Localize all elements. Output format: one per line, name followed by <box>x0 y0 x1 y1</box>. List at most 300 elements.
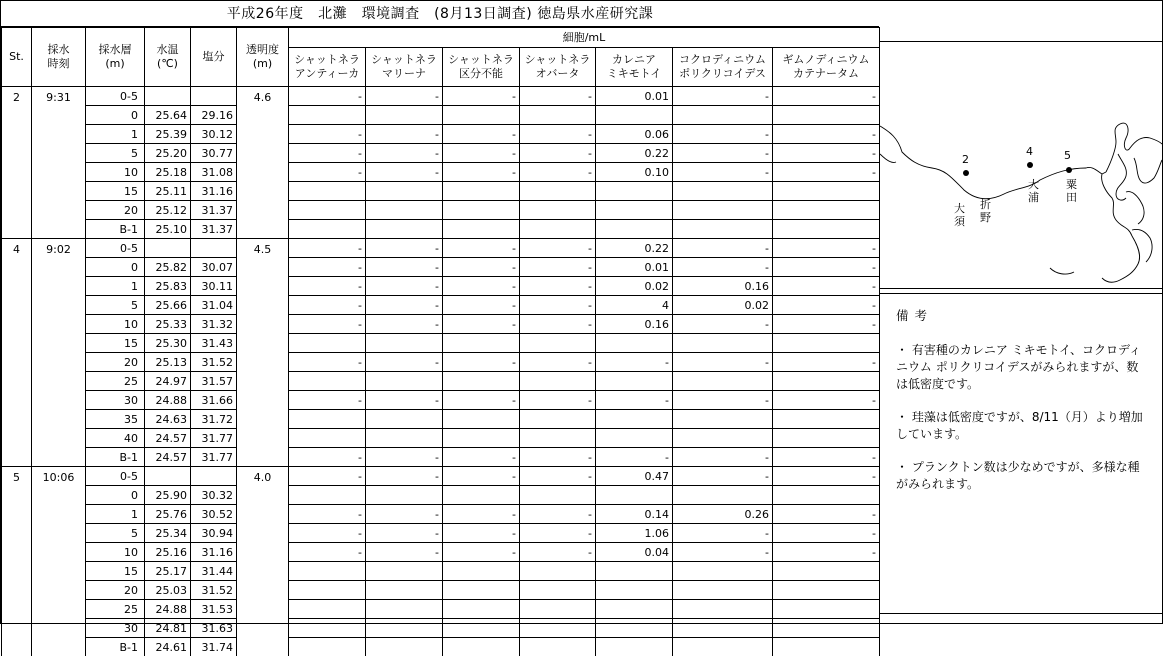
temperature-cell: 25.76 <box>145 505 191 524</box>
table-row <box>2 334 880 353</box>
table-row <box>2 125 880 144</box>
cell-density-value: 0.01 <box>596 258 673 277</box>
cell-density-value: - <box>443 277 520 296</box>
depth-cell: 35 <box>86 410 145 429</box>
depth-cell: 15 <box>86 182 145 201</box>
header-species: カレニア ミキモトイ <box>596 48 673 87</box>
station-4-marker <box>1027 162 1033 168</box>
remarks-panel <box>879 293 1163 614</box>
cell-density-value: - <box>520 448 596 467</box>
cell-density-value <box>289 562 366 581</box>
depth-cell: 0 <box>86 106 145 125</box>
cell-density-value <box>596 429 673 448</box>
station-number-cell: 5 <box>2 467 32 656</box>
table-row <box>2 372 880 391</box>
cell-density-value <box>773 201 880 220</box>
cell-density-value: - <box>773 163 880 182</box>
cell-density-value: - <box>443 448 520 467</box>
salinity-cell: 31.66 <box>191 391 237 410</box>
place-label-oura-1: 大 <box>1028 177 1039 191</box>
salinity-cell: 31.74 <box>191 638 237 656</box>
temperature-cell: 24.88 <box>145 600 191 619</box>
cell-density-value <box>673 220 773 239</box>
cell-density-value: 0.16 <box>596 315 673 334</box>
table-row <box>2 391 880 410</box>
header-species: シャットネラ オバータ <box>520 48 596 87</box>
cell-density-value <box>596 201 673 220</box>
cell-density-value <box>596 581 673 600</box>
place-label-osu-1: 大 <box>954 201 965 215</box>
cell-density-value <box>289 486 366 505</box>
station-2-marker <box>963 170 969 176</box>
depth-cell: 15 <box>86 562 145 581</box>
cell-density-value: - <box>673 353 773 372</box>
salinity-cell: 31.57 <box>191 372 237 391</box>
cell-density-value <box>673 619 773 638</box>
salinity-cell: 31.04 <box>191 296 237 315</box>
cell-density-value <box>443 619 520 638</box>
cell-density-value <box>596 220 673 239</box>
cell-density-value <box>773 562 880 581</box>
cell-density-value: - <box>520 543 596 562</box>
cell-density-value <box>520 429 596 448</box>
cell-density-value: - <box>289 448 366 467</box>
temperature-cell: 25.18 <box>145 163 191 182</box>
salinity-cell: 31.52 <box>191 581 237 600</box>
cell-density-value <box>366 619 443 638</box>
cell-density-value: - <box>366 87 443 106</box>
table-row <box>2 505 880 524</box>
cell-density-value <box>773 220 880 239</box>
header-water-temp: 水温 (℃) <box>145 28 191 87</box>
depth-cell: B-1 <box>86 448 145 467</box>
cell-density-value <box>366 372 443 391</box>
header-salinity: 塩分 <box>191 28 237 87</box>
cell-density-value: - <box>773 543 880 562</box>
cell-density-value <box>520 619 596 638</box>
salinity-cell: 29.16 <box>191 106 237 125</box>
cell-density-value: - <box>773 258 880 277</box>
salinity-cell: 31.77 <box>191 448 237 467</box>
temperature-cell: 25.17 <box>145 562 191 581</box>
cell-density-value: 0.22 <box>596 144 673 163</box>
cell-density-value <box>289 638 366 656</box>
cell-density-value: - <box>673 163 773 182</box>
cell-density-value: - <box>289 125 366 144</box>
table-row <box>2 600 880 619</box>
header-sample-depth: 採水層 (m) <box>86 28 145 87</box>
depth-cell: 30 <box>86 391 145 410</box>
sample-time-cell: 9:31 <box>32 87 86 239</box>
cell-density-value <box>596 600 673 619</box>
cell-density-value: - <box>773 524 880 543</box>
cell-density-value <box>443 372 520 391</box>
cell-density-value: 0.10 <box>596 163 673 182</box>
cell-density-value: - <box>520 315 596 334</box>
cell-density-value: 0.14 <box>596 505 673 524</box>
cell-density-value: - <box>773 125 880 144</box>
temperature-cell: 25.11 <box>145 182 191 201</box>
table-row <box>2 410 880 429</box>
cell-density-value <box>366 486 443 505</box>
salinity-cell: 31.44 <box>191 562 237 581</box>
remarks-item: ・ 珪藻は低密度ですが、8/11（月）より増加しています。 <box>896 409 1150 443</box>
temperature-cell <box>145 87 191 106</box>
cell-density-value <box>773 486 880 505</box>
temperature-cell: 25.16 <box>145 543 191 562</box>
cell-density-value: - <box>289 505 366 524</box>
remarks-heading: 備考 <box>896 306 1150 324</box>
temperature-cell: 25.64 <box>145 106 191 125</box>
cell-density-value <box>520 638 596 656</box>
temperature-cell: 25.34 <box>145 524 191 543</box>
depth-cell: 20 <box>86 353 145 372</box>
cell-density-value <box>673 638 773 656</box>
station-5-marker <box>1066 167 1072 173</box>
cell-density-value: - <box>596 448 673 467</box>
table-row <box>2 106 880 125</box>
table-row <box>2 201 880 220</box>
temperature-cell: 25.83 <box>145 277 191 296</box>
cell-density-value: - <box>520 163 596 182</box>
temperature-cell: 25.66 <box>145 296 191 315</box>
temperature-cell: 24.63 <box>145 410 191 429</box>
cell-density-value: - <box>673 125 773 144</box>
temperature-cell: 24.57 <box>145 448 191 467</box>
cell-density-value <box>289 106 366 125</box>
salinity-cell: 31.37 <box>191 220 237 239</box>
cell-density-value: - <box>773 467 880 486</box>
temperature-cell <box>145 467 191 486</box>
depth-cell: 20 <box>86 201 145 220</box>
cell-density-value: - <box>289 144 366 163</box>
cell-density-value <box>443 600 520 619</box>
cell-density-value: - <box>366 524 443 543</box>
depth-cell: 40 <box>86 429 145 448</box>
cell-density-value <box>366 334 443 353</box>
cell-density-value: 0.02 <box>596 277 673 296</box>
table-row <box>2 182 880 201</box>
header-species: コクロディニウム ポリクリコイデス <box>673 48 773 87</box>
table-row <box>2 467 880 486</box>
salinity-cell: 30.32 <box>191 486 237 505</box>
salinity-cell: 31.08 <box>191 163 237 182</box>
cell-density-value: - <box>443 239 520 258</box>
cell-density-value <box>673 410 773 429</box>
cell-density-value <box>520 410 596 429</box>
cell-density-value: - <box>366 144 443 163</box>
cell-density-value <box>520 220 596 239</box>
cell-density-value <box>596 410 673 429</box>
cell-density-value: - <box>443 296 520 315</box>
cell-density-value: - <box>443 524 520 543</box>
table-row <box>2 277 880 296</box>
cell-density-value: - <box>366 391 443 410</box>
depth-cell: B-1 <box>86 220 145 239</box>
cell-density-value: - <box>289 258 366 277</box>
table-row <box>2 619 880 638</box>
cell-density-value <box>773 429 880 448</box>
temperature-cell: 25.90 <box>145 486 191 505</box>
header-transparency: 透明度 (m) <box>237 28 289 87</box>
temperature-cell: 25.03 <box>145 581 191 600</box>
cell-density-value: - <box>366 277 443 296</box>
depth-cell: 1 <box>86 505 145 524</box>
cell-density-value: - <box>366 467 443 486</box>
cell-density-value: - <box>289 315 366 334</box>
cell-density-value <box>443 581 520 600</box>
salinity-cell: 30.11 <box>191 277 237 296</box>
cell-density-value: - <box>596 353 673 372</box>
depth-cell: 1 <box>86 277 145 296</box>
cell-density-value: - <box>673 543 773 562</box>
cell-density-value <box>596 638 673 656</box>
cell-density-value: - <box>366 258 443 277</box>
salinity-cell: 31.53 <box>191 600 237 619</box>
header-station: St. <box>2 28 32 87</box>
table-row <box>2 87 880 106</box>
cell-density-value: - <box>366 163 443 182</box>
table-row <box>2 296 880 315</box>
cell-density-value: - <box>673 448 773 467</box>
cell-density-value <box>289 372 366 391</box>
salinity-cell: 31.16 <box>191 543 237 562</box>
cell-density-value: - <box>289 543 366 562</box>
coastline-map-svg <box>880 42 1162 288</box>
cell-density-value: - <box>773 505 880 524</box>
cell-density-value <box>773 638 880 656</box>
salinity-cell: 31.32 <box>191 315 237 334</box>
survey-table <box>1 27 880 656</box>
temperature-cell: 25.33 <box>145 315 191 334</box>
salinity-cell: 31.52 <box>191 353 237 372</box>
cell-density-value <box>596 106 673 125</box>
cell-density-value <box>289 410 366 429</box>
cell-density-value: - <box>289 524 366 543</box>
table-row <box>2 543 880 562</box>
depth-cell: 20 <box>86 581 145 600</box>
sample-time-cell: 9:02 <box>32 239 86 467</box>
salinity-cell: 30.07 <box>191 258 237 277</box>
table-row <box>2 353 880 372</box>
cell-density-value <box>289 334 366 353</box>
depth-cell: 5 <box>86 296 145 315</box>
cell-density-value: - <box>773 277 880 296</box>
temperature-cell: 24.97 <box>145 372 191 391</box>
cell-density-value <box>673 581 773 600</box>
place-label-oryano-2: 野 <box>980 211 991 224</box>
cell-density-value: - <box>520 87 596 106</box>
cell-density-value <box>773 600 880 619</box>
station-map <box>879 41 1163 289</box>
cell-density-value <box>596 182 673 201</box>
salinity-cell: 30.94 <box>191 524 237 543</box>
temperature-cell: 24.81 <box>145 619 191 638</box>
station-5-label: 5 <box>1064 149 1071 162</box>
table-row <box>2 562 880 581</box>
temperature-cell <box>145 239 191 258</box>
depth-cell: 0-5 <box>86 467 145 486</box>
cell-density-value: - <box>366 505 443 524</box>
cell-density-value: - <box>520 353 596 372</box>
cell-density-value <box>520 182 596 201</box>
cell-density-value: - <box>443 543 520 562</box>
cell-density-value <box>366 201 443 220</box>
cell-density-value <box>773 182 880 201</box>
salinity-cell: 31.43 <box>191 334 237 353</box>
header-row-1 <box>2 28 880 48</box>
depth-cell: 5 <box>86 524 145 543</box>
cell-density-value <box>673 201 773 220</box>
cell-density-value <box>289 600 366 619</box>
table-row <box>2 163 880 182</box>
remarks-item: ・ プランクトン数は少なめですが、多様な種がみられます。 <box>896 459 1150 493</box>
cell-density-value <box>596 334 673 353</box>
cell-density-value <box>673 182 773 201</box>
cell-density-value: - <box>673 391 773 410</box>
table-row <box>2 315 880 334</box>
depth-cell: 10 <box>86 315 145 334</box>
cell-density-value: - <box>289 87 366 106</box>
cell-density-value <box>596 619 673 638</box>
table-row <box>2 448 880 467</box>
cell-density-value <box>289 182 366 201</box>
cell-density-value: - <box>773 391 880 410</box>
cell-density-value <box>289 220 366 239</box>
cell-density-value: - <box>596 391 673 410</box>
salinity-cell <box>191 87 237 106</box>
cell-density-value: - <box>289 239 366 258</box>
station-number-cell: 4 <box>2 239 32 467</box>
salinity-cell: 30.12 <box>191 125 237 144</box>
salinity-cell: 31.63 <box>191 619 237 638</box>
cell-density-value: - <box>443 87 520 106</box>
depth-cell: 1 <box>86 125 145 144</box>
cell-density-value <box>289 619 366 638</box>
table-row <box>2 638 880 656</box>
cell-density-value <box>520 600 596 619</box>
header-species: ギムノディニウム カテナータム <box>773 48 880 87</box>
salinity-cell: 31.37 <box>191 201 237 220</box>
cell-density-value: - <box>520 524 596 543</box>
cell-density-value: - <box>773 87 880 106</box>
cell-density-value <box>673 429 773 448</box>
depth-cell: 0 <box>86 258 145 277</box>
cell-density-value: - <box>289 353 366 372</box>
cell-density-value <box>366 182 443 201</box>
cell-density-value: - <box>443 391 520 410</box>
cell-density-value: - <box>443 315 520 334</box>
salinity-cell <box>191 239 237 258</box>
cell-density-value: - <box>289 296 366 315</box>
depth-cell: 15 <box>86 334 145 353</box>
cell-density-value <box>366 600 443 619</box>
cell-density-value: - <box>443 467 520 486</box>
cell-density-value: - <box>773 239 880 258</box>
temperature-cell: 25.30 <box>145 334 191 353</box>
header-species: シャットネラ マリーナ <box>366 48 443 87</box>
cell-density-value <box>520 581 596 600</box>
station-number-cell: 2 <box>2 87 32 239</box>
temperature-cell: 25.82 <box>145 258 191 277</box>
transparency-cell: 4.6 <box>237 87 289 239</box>
cell-density-value <box>520 201 596 220</box>
table-row <box>2 524 880 543</box>
cell-density-value: - <box>443 163 520 182</box>
cell-density-value <box>596 486 673 505</box>
cell-density-value <box>366 220 443 239</box>
cell-density-value: - <box>520 467 596 486</box>
cell-density-value <box>366 106 443 125</box>
cell-density-value <box>443 182 520 201</box>
cell-density-value: - <box>366 448 443 467</box>
temperature-cell: 24.57 <box>145 429 191 448</box>
cell-density-value <box>773 334 880 353</box>
station-2-label: 2 <box>962 153 969 166</box>
cell-density-value: - <box>520 296 596 315</box>
cell-density-value <box>596 562 673 581</box>
header-sample-time: 採水 時刻 <box>32 28 86 87</box>
table-row <box>2 258 880 277</box>
cell-density-value: - <box>520 277 596 296</box>
cell-density-value: - <box>673 315 773 334</box>
cell-density-value <box>520 486 596 505</box>
cell-density-value: - <box>773 296 880 315</box>
cell-density-value <box>289 201 366 220</box>
salinity-cell: 31.77 <box>191 429 237 448</box>
cell-density-value: - <box>673 467 773 486</box>
table-row <box>2 220 880 239</box>
depth-cell: 10 <box>86 543 145 562</box>
cell-density-value: - <box>443 505 520 524</box>
temperature-cell: 25.39 <box>145 125 191 144</box>
cell-density-value: - <box>366 125 443 144</box>
cell-density-value: - <box>366 353 443 372</box>
cell-density-value <box>520 106 596 125</box>
cell-density-value: 0.22 <box>596 239 673 258</box>
header-species: シャットネラ アンティーカ <box>289 48 366 87</box>
temperature-cell: 25.13 <box>145 353 191 372</box>
place-label-awata-1: 粟 <box>1066 178 1077 191</box>
temperature-cell: 24.61 <box>145 638 191 656</box>
cell-density-value: - <box>443 144 520 163</box>
cell-density-value: - <box>773 144 880 163</box>
table-row <box>2 486 880 505</box>
page-title: 平成26年度 北灘 環境調査 (8月13日調査) 徳島県水産研究課 <box>1 1 879 27</box>
cell-density-value <box>520 334 596 353</box>
salinity-cell <box>191 467 237 486</box>
cell-density-value: 4 <box>596 296 673 315</box>
cell-density-value: - <box>673 87 773 106</box>
cell-density-value: - <box>520 258 596 277</box>
place-label-awata-2: 田 <box>1066 191 1077 204</box>
temperature-cell: 25.12 <box>145 201 191 220</box>
cell-density-value <box>366 562 443 581</box>
cell-density-value <box>443 562 520 581</box>
cell-density-value <box>773 410 880 429</box>
salinity-cell: 31.72 <box>191 410 237 429</box>
cell-density-value <box>443 106 520 125</box>
transparency-cell: 4.5 <box>237 239 289 467</box>
cell-density-value: 0.47 <box>596 467 673 486</box>
cell-density-value: - <box>443 125 520 144</box>
temperature-cell: 24.88 <box>145 391 191 410</box>
cell-density-value <box>366 638 443 656</box>
table-row <box>2 144 880 163</box>
cell-density-value: - <box>289 467 366 486</box>
depth-cell: 5 <box>86 144 145 163</box>
depth-cell: 30 <box>86 619 145 638</box>
